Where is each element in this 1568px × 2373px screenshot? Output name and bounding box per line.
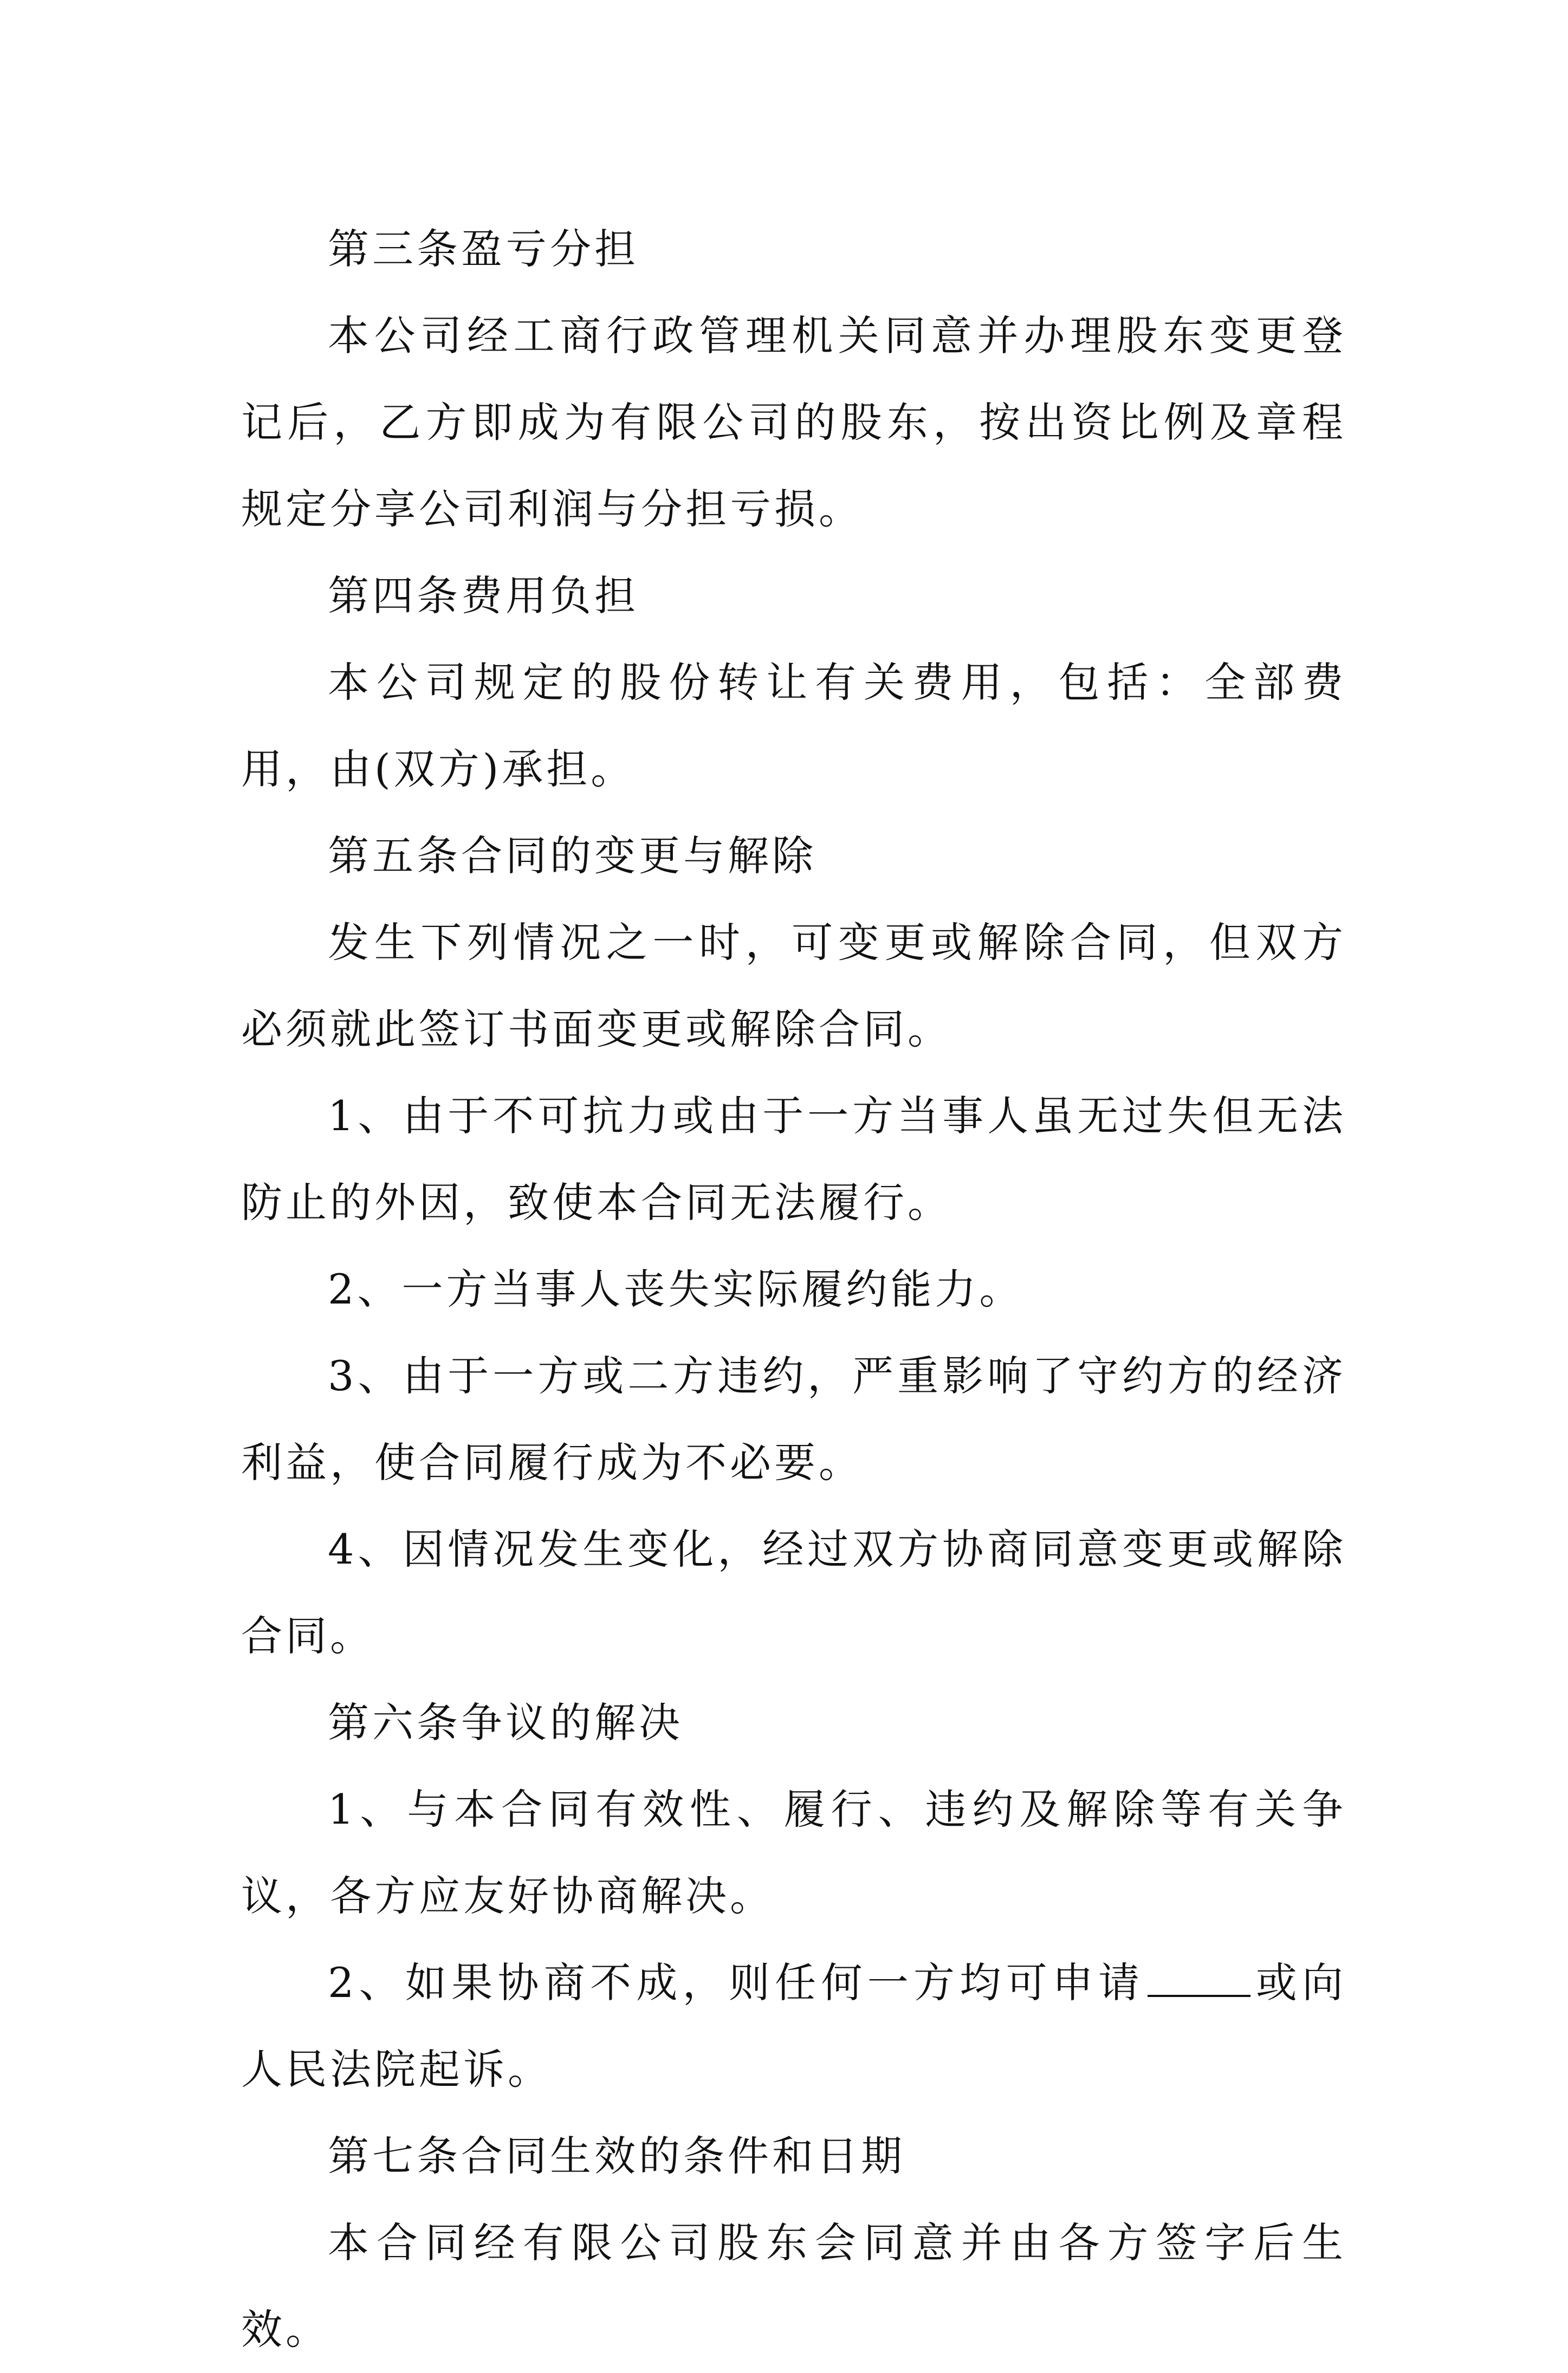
article5-item4: 4、因情况发生变化，经过双方协商同意变更或解除合同。 bbox=[241, 1525, 1346, 1660]
article6-item1: 1、与本合同有效性、履行、违约及解除等有关争议，各方应友好协商解决。 bbox=[241, 1785, 1346, 1920]
article4-body: 本公司规定的股份转让有关费用，包括：全部费用，由(双方)承担。 bbox=[241, 658, 1346, 793]
article6-item2-text-after: 或向人民法院起诉。 bbox=[241, 1959, 1347, 2093]
fill-in-blank bbox=[1148, 1962, 1250, 1997]
article4-title: 第四条费用负担 bbox=[328, 572, 639, 620]
article5-title: 第五条合同的变更与解除 bbox=[328, 832, 817, 880]
article6-item2 bbox=[241, 1940, 1346, 2113]
article3-title: 第三条盈亏分担 bbox=[328, 225, 639, 273]
article7-body: 本合同经有限公司股东会同意并由各方签字后生效。 bbox=[241, 2219, 1346, 2353]
article6-title: 第六条争议的解决 bbox=[328, 1698, 683, 1747]
article3-body: 本公司经工商行政管理机关同意并办理股东变更登记后，乙方即成为有限公司的股东，按出资比例及章程规定分享公司利润与分担亏损。 bbox=[241, 312, 1346, 533]
article7-title: 第七条合同生效的条件和日期 bbox=[328, 2132, 905, 2180]
article6-item2-text-before: 2、如果协商不成，则任何一方均可申请 bbox=[328, 1959, 1145, 2007]
article5-body: 发生下列情况之一时，可变更或解除合同，但双方必须就此签订书面变更或解除合同。 bbox=[241, 918, 1346, 1053]
article5-item2: 2、一方当事人丧失实际履约能力。 bbox=[328, 1265, 1024, 1313]
article5-item1: 1、由于不可抗力或由于一方当事人虽无过失但无法防止的外因，致使本合同无法履行。 bbox=[241, 1092, 1346, 1227]
document-body bbox=[241, 206, 1346, 2373]
article5-item3: 3、由于一方或二方违约，严重影响了守约方的经济利益，使合同履行成为不必要。 bbox=[241, 1352, 1346, 1487]
